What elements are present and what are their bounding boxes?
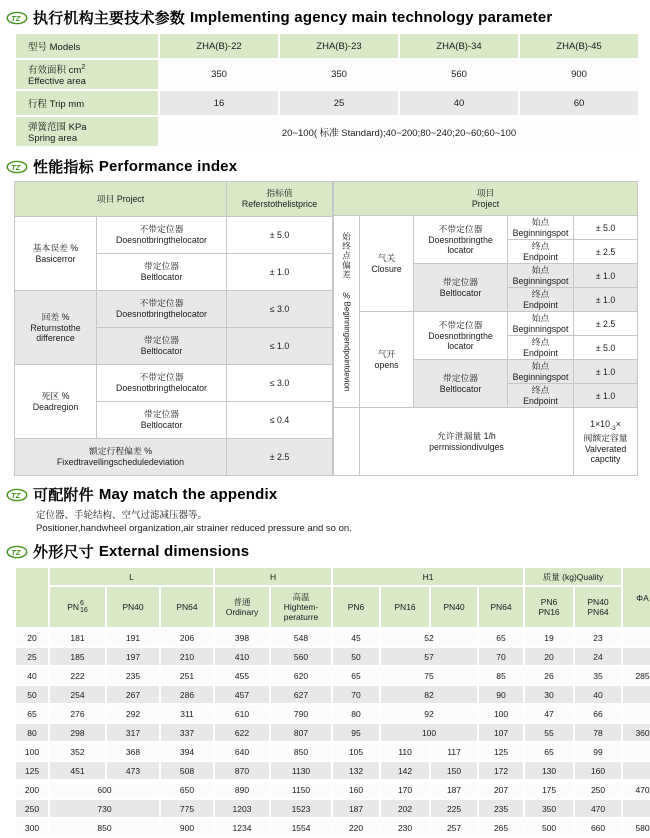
table-row <box>16 629 650 646</box>
cell: 40 <box>575 686 621 703</box>
perf-cell-closure: 气关 Closure <box>360 216 414 312</box>
appendix-line-zh: 定位器、手轮结构、空气过滤减压器等。 <box>36 510 208 521</box>
dims-row-label: 200 <box>16 781 48 798</box>
cell: 350 <box>160 60 278 89</box>
cell <box>623 705 650 722</box>
cell: 210 <box>161 648 213 665</box>
table-row <box>16 724 650 741</box>
cell: 30 <box>525 686 573 703</box>
cell <box>623 648 650 665</box>
perf-cell-begin-spot: 始点 Beginningspot <box>508 312 574 336</box>
cell: 398 <box>215 629 269 646</box>
cell: 16 <box>160 91 278 115</box>
cell <box>623 743 650 760</box>
brand-icon <box>6 160 28 174</box>
cell: 40 <box>400 91 518 115</box>
cell: 640 <box>215 743 269 760</box>
cell: 206 <box>161 629 213 646</box>
cell: 457 <box>215 686 269 703</box>
perf-value: ± 5.0 <box>574 336 638 360</box>
cell: 730 <box>50 800 159 817</box>
cell: 160 <box>575 762 621 779</box>
cell: 1130 <box>271 762 331 779</box>
cell: 202 <box>381 800 429 817</box>
dims-subheader-q-pn40-64: PN40 PN64 <box>575 587 621 627</box>
params-table <box>14 32 640 148</box>
perf-cell-end-spot: 终点 Endpoint <box>508 336 574 360</box>
perf-cell-empty <box>334 408 360 476</box>
cell: 473 <box>107 762 159 779</box>
cell: 257 <box>431 819 477 836</box>
dims-subheader-h1-pn16: PN16 <box>381 587 429 627</box>
cell: 900 <box>520 60 638 89</box>
cell: 650 <box>161 781 213 798</box>
params-row-effective-area <box>16 60 638 89</box>
section3-title-zh: 可配附件 <box>33 487 94 504</box>
dims-subheader-pn40: PN40 <box>107 587 159 627</box>
table-row <box>15 438 333 475</box>
cell: 23 <box>575 629 621 646</box>
cell: 360 <box>623 724 650 741</box>
table-row <box>16 743 650 760</box>
cell: 185 <box>50 648 105 665</box>
cell: 500 <box>525 819 573 836</box>
dims-row-label: 20 <box>16 629 48 646</box>
cell: 100 <box>381 724 477 741</box>
section2-title-zh: 性能指标 <box>33 159 94 176</box>
cell: 292 <box>107 705 159 722</box>
cell: 80 <box>333 705 379 722</box>
section3-title <box>6 484 636 505</box>
cell: 267 <box>107 686 159 703</box>
cell: 70 <box>333 686 379 703</box>
cell: 130 <box>525 762 573 779</box>
section1-title-zh: 执行机构主要技术参数 <box>33 10 186 27</box>
dims-row-label: 65 <box>16 705 48 722</box>
table-row <box>15 290 333 327</box>
params-label-spring: 弹簧范围 KPa Spring area <box>16 117 158 146</box>
perf-cell-end-spot: 终点 Endpoint <box>508 384 574 408</box>
section4-title-zh: 外形尺寸 <box>33 544 94 561</box>
params-row-trip <box>16 91 638 115</box>
cell: 19 <box>525 629 573 646</box>
params-header-model-4: ZHA(B)-45 <box>520 34 638 58</box>
section2-title <box>6 156 636 177</box>
brand-icon <box>6 545 28 559</box>
cell: 66 <box>575 705 621 722</box>
dims-subheader-h1-pn64: PN64 <box>479 587 523 627</box>
cell: 107 <box>479 724 523 741</box>
cell: 235 <box>107 667 159 684</box>
perf-cell-end-spot: 终点 Endpoint <box>508 288 574 312</box>
perf-cell-capacity: $1\times 10_{-3}\times$ 阀额定容量 Valverated capctity <box>574 408 638 476</box>
cell: 560 <box>271 648 331 665</box>
params-header-row <box>16 34 638 58</box>
table-row <box>334 408 638 476</box>
cell: 50 <box>333 648 379 665</box>
cell: 220 <box>333 819 379 836</box>
cell: 1150 <box>271 781 331 798</box>
dimensions-tbody <box>16 629 650 836</box>
cell: 350 <box>280 60 398 89</box>
cell: 451 <box>50 762 105 779</box>
cell: 560 <box>400 60 518 89</box>
table-row <box>16 762 650 779</box>
cell: 1523 <box>271 800 331 817</box>
cell: 410 <box>215 648 269 665</box>
cell: 627 <box>271 686 331 703</box>
perf-cell-with-locator: 带定位器 Beltlocator <box>97 327 227 364</box>
cell: 790 <box>271 705 331 722</box>
section4-title <box>6 541 636 562</box>
cell: 187 <box>333 800 379 817</box>
perf-value: ± 1.0 <box>574 288 638 312</box>
perf-left-header-project: 项目 Project <box>15 182 227 217</box>
cell: 311 <box>161 705 213 722</box>
section1-title-en: Implementing agency main technology parameter <box>190 9 553 26</box>
cell: 160 <box>333 781 379 798</box>
svg-text:TZ: TZ <box>11 13 21 23</box>
table-row <box>16 800 650 817</box>
params-label-trip: 行程 Trip mm <box>16 91 158 115</box>
table-row <box>16 781 650 798</box>
cell: 52 <box>381 629 477 646</box>
cell: 92 <box>381 705 477 722</box>
performance-table-right <box>333 181 638 476</box>
perf-value: ≤ 3.0 <box>227 364 333 401</box>
perf-group-return-difference: 回差 % Returnstothe difference <box>15 290 97 364</box>
cell: 95 <box>333 724 379 741</box>
cell: 47 <box>525 705 573 722</box>
cell: 191 <box>107 629 159 646</box>
cell: 620 <box>271 667 331 684</box>
perf-right-header <box>334 182 638 216</box>
cell: 368 <box>107 743 159 760</box>
perf-left-header-value: 指标值 Referstothelistprice <box>227 182 333 217</box>
params-header-models: 型号 Models <box>16 34 158 58</box>
cell: 65 <box>479 629 523 646</box>
table-row <box>334 216 638 240</box>
cell: 25 <box>280 91 398 115</box>
cell: 660 <box>575 819 621 836</box>
cell: 117 <box>431 743 477 760</box>
svg-text:TZ: TZ <box>11 490 21 500</box>
section1-title <box>6 7 636 28</box>
cell: 890 <box>215 781 269 798</box>
cell <box>623 800 650 817</box>
cell: 20 <box>525 648 573 665</box>
perf-cell-begin-spot: 始点 Beginningspot <box>508 216 574 240</box>
cell: 508 <box>161 762 213 779</box>
cell: 850 <box>271 743 331 760</box>
cell: 175 <box>525 781 573 798</box>
svg-text:TZ: TZ <box>11 547 21 557</box>
dims-header-L: L <box>50 568 213 585</box>
dims-subheader-pn64: PN64 <box>161 587 213 627</box>
perf-cell-without-locator: 不带定位器 Doesnotbringthelocator <box>97 364 227 401</box>
cell: 276 <box>50 705 105 722</box>
cell: 1203 <box>215 800 269 817</box>
params-header-model-2: ZHA(B)-23 <box>280 34 398 58</box>
cell: 45 <box>333 629 379 646</box>
cell: 225 <box>431 800 477 817</box>
perf-value: ≤ 0.4 <box>227 401 333 438</box>
cell: 125 <box>479 743 523 760</box>
cell: 455 <box>215 667 269 684</box>
dims-row-label: 250 <box>16 800 48 817</box>
cell: 55 <box>525 724 573 741</box>
cell: 1554 <box>271 819 331 836</box>
svg-text:TZ: TZ <box>11 162 21 172</box>
perf-value: ± 1.0 <box>574 264 638 288</box>
perf-cell-without-locator: 不带定位器 Doesnotbringthelocator <box>97 290 227 327</box>
perf-value: ≤ 1.0 <box>227 327 333 364</box>
table-row <box>15 364 333 401</box>
cell: 610 <box>215 705 269 722</box>
cell: 1234 <box>215 819 269 836</box>
cell: 65 <box>333 667 379 684</box>
dims-subheader-pn6-16: PN 6 16 <box>50 587 105 627</box>
perf-cell-without-locator: 不带定位器 Doesnotbringthe locator <box>414 312 508 360</box>
cell: 286 <box>161 686 213 703</box>
dims-row-label: 100 <box>16 743 48 760</box>
perf-cell-with-locator: 带定位器 Beltlocator <box>97 401 227 438</box>
dimensions-table <box>14 566 650 838</box>
perf-cell-begin-spot: 始点 Beginningspot <box>508 360 574 384</box>
cell: 622 <box>215 724 269 741</box>
cell: 317 <box>107 724 159 741</box>
perf-value: ± 2.5 <box>227 438 333 475</box>
dims-header-corner <box>16 568 48 627</box>
perf-value: ± 2.5 <box>574 312 638 336</box>
perf-cell-without-locator: 不带定位器 Doesnotbringthelocator <box>97 216 227 253</box>
perf-value: ± 1.0 <box>227 253 333 290</box>
cell: 35 <box>575 667 621 684</box>
dims-header-groups <box>16 568 650 585</box>
cell: 230 <box>381 819 429 836</box>
cell: 285 <box>623 667 650 684</box>
cell: 100 <box>479 705 523 722</box>
dims-subheader-high-temperature: 高温 Hightem- peraturre <box>271 587 331 627</box>
dims-row-label: 25 <box>16 648 48 665</box>
perf-cell-opens: 气开 opens <box>360 312 414 408</box>
perf-value: ± 2.5 <box>574 240 638 264</box>
dims-header-quality: 质量 (kg)Quality <box>525 568 621 585</box>
table-row <box>16 686 650 703</box>
table-row <box>334 312 638 336</box>
perf-right-header-project: 项目 Project <box>334 182 638 216</box>
cell <box>623 762 650 779</box>
cell: 254 <box>50 686 105 703</box>
perf-cell-end-spot: 终点 Endpoint <box>508 240 574 264</box>
cell: 222 <box>50 667 105 684</box>
cell: 78 <box>575 724 621 741</box>
perf-value: ± 1.0 <box>574 384 638 408</box>
cell: 24 <box>575 648 621 665</box>
cell: 337 <box>161 724 213 741</box>
perf-value: ± 5.0 <box>574 216 638 240</box>
cell: 105 <box>333 743 379 760</box>
cell: 150 <box>431 762 477 779</box>
section3-title-en: May match the appendix <box>98 486 278 503</box>
section2-title-en: Performance index <box>98 158 238 175</box>
dims-row-label: 40 <box>16 667 48 684</box>
params-spring-value: 20~100( 标准 Standard);40~200;80~240;20~60;60~100 <box>160 117 638 146</box>
perf-group-dead-region: 死区 % Deadregion <box>15 364 97 438</box>
dims-header-H: H <box>215 568 331 585</box>
cell: 298 <box>50 724 105 741</box>
cell: 142 <box>381 762 429 779</box>
cell <box>623 629 650 646</box>
cell: 251 <box>161 667 213 684</box>
cell: 394 <box>161 743 213 760</box>
performance-table-left <box>14 181 333 476</box>
cell: 207 <box>479 781 523 798</box>
cell: 807 <box>271 724 331 741</box>
cell: 470 <box>575 800 621 817</box>
brand-icon <box>6 11 28 25</box>
cell: 110 <box>381 743 429 760</box>
section4-title-en: External dimensions <box>98 543 250 560</box>
cell: 870 <box>215 762 269 779</box>
params-label-effective-area: 有效面积 $cm^2$ Effective area <box>16 60 158 89</box>
cell: 60 <box>520 91 638 115</box>
perf-value: ± 5.0 <box>227 216 333 253</box>
cell: 82 <box>381 686 477 703</box>
cell: 57 <box>381 648 477 665</box>
cell: 70 <box>479 648 523 665</box>
dims-row-label: 300 <box>16 819 48 836</box>
perf-value: ± 1.0 <box>574 360 638 384</box>
params-header-model-1: ZHA(B)-22 <box>160 34 278 58</box>
perf-left-header <box>15 182 333 217</box>
dims-subheader-q-pn6-16: PN6 PN16 <box>525 587 573 627</box>
table-row <box>16 819 650 836</box>
perf-cell-leakage: 允许泄漏量 1/h permissiondivulges <box>360 408 574 476</box>
cell: 900 <box>161 819 213 836</box>
cell: 170 <box>381 781 429 798</box>
perf-group-basic-error: 基本误差 % Basicerror <box>15 216 97 290</box>
cell: 352 <box>50 743 105 760</box>
dims-subheader-ordinary: 普通 Ordinary <box>215 587 269 627</box>
perf-value: ≤ 3.0 <box>227 290 333 327</box>
dims-header-phiA: ΦA <box>623 568 650 627</box>
cell: 26 <box>525 667 573 684</box>
dims-row-label: 50 <box>16 686 48 703</box>
table-row <box>16 667 650 684</box>
table-row <box>15 216 333 253</box>
appendix-text <box>36 509 636 535</box>
perf-cell-with-locator: 带定位器 Beltlocator <box>414 360 508 408</box>
dims-row-label: 80 <box>16 724 48 741</box>
cell: 65 <box>525 743 573 760</box>
cell: 90 <box>479 686 523 703</box>
cell: 85 <box>479 667 523 684</box>
cell: 75 <box>381 667 477 684</box>
perf-vertical-label: 始终点偏差 %Beginningendpointdevion <box>334 216 360 408</box>
perf-cell-begin-spot: 始点 Beginningspot <box>508 264 574 288</box>
cell: 187 <box>431 781 477 798</box>
cell: 235 <box>479 800 523 817</box>
perf-cell-without-locator: 不带定位器 Doesnotbringthe locator <box>414 216 508 264</box>
table-row <box>16 705 650 722</box>
cell: 250 <box>575 781 621 798</box>
cell: 181 <box>50 629 105 646</box>
dims-row-label: 125 <box>16 762 48 779</box>
cell: 265 <box>479 819 523 836</box>
table-row <box>16 648 650 665</box>
cell: 580 <box>623 819 650 836</box>
params-header-model-3: ZHA(B)-34 <box>400 34 518 58</box>
perf-cell-fixed-travel-deviation: 额定行程偏差 % Fixedtravellingscheduledeviation <box>15 438 227 475</box>
params-row-spring <box>16 117 638 146</box>
cell: 350 <box>525 800 573 817</box>
perf-cell-with-locator: 带定位器 Beltlocator <box>414 264 508 312</box>
cell: 548 <box>271 629 331 646</box>
dims-subheader-h1-pn40: PN40 <box>431 587 477 627</box>
cell: 172 <box>479 762 523 779</box>
performance-table <box>14 181 636 476</box>
brand-icon <box>6 488 28 502</box>
cell: 197 <box>107 648 159 665</box>
cell <box>623 686 650 703</box>
dims-subheader-h1-pn6: PN6 <box>333 587 379 627</box>
cell: 600 <box>50 781 159 798</box>
dims-header-H1: H1 <box>333 568 523 585</box>
cell: 470 <box>623 781 650 798</box>
dims-header-sub <box>16 587 650 627</box>
appendix-line-en: Positioner,handwheel organization,air strainer reduced pressure and so on. <box>36 523 352 534</box>
cell: 99 <box>575 743 621 760</box>
cell: 850 <box>50 819 159 836</box>
cell: 132 <box>333 762 379 779</box>
perf-cell-with-locator: 带定位器 Beltlocator <box>97 253 227 290</box>
cell: 775 <box>161 800 213 817</box>
